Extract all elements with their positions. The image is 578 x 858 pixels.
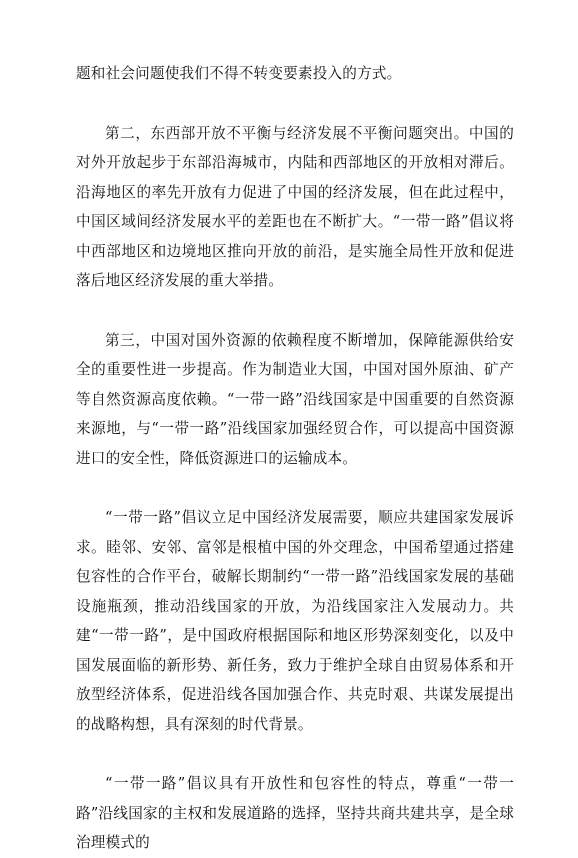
paragraph-second-point: 第二，东西部开放不平衡与经济发展不平衡问题突出。中国的对外开放起步于东部沿海城市，内陆和西部地区的开放相对滞后。沿海地区的率先开放有力促进了中国的经济发展，但在此过程中，中国区域间经济发展水平的差距也在不断扩大。“一带一路”倡议将中西部地区和边境地区推向开放的前沿，是实施全局性开放和促进落后地区经济发展的重大举措。 bbox=[76, 124, 514, 289]
document-page bbox=[76, 59, 514, 858]
paragraph-continuation: 题和社会问题使我们不得不转变要素投入的方式。 bbox=[76, 65, 402, 82]
paragraph-belt-road-features: “一带一路”倡议具有开放性和包容性的特点，尊重“一带一路”沿线国家的主权和发展道路的选择，坚持共商共建共享，是全球治理模式的 bbox=[76, 775, 514, 851]
paragraph-third-point: 第三，中国对国外资源的依赖程度不断增加，保障能源供给安全的重要性进一步提高。作为制造业大国，中国对国外原油、矿产等自然资源高度依赖。“一带一路”沿线国家是中国重要的自然资源来源地，与“一带一路”沿线国家加强经贸合作，可以提高中国资源进口的安全性，降低资源进口的运输成本。 bbox=[76, 331, 514, 467]
paragraph-belt-road-basis: “一带一路”倡议立足中国经济发展需要，顺应共建国家发展诉求。睦邻、安邻、富邻是根植中国的外交理念，中国希望通过搭建包容性的合作平台，破解长期制约“一带一路”沿线国家发展的基础设施瓶颈，推动沿线国家的开放，为沿线国家注入发展动力。共建“一带一路”，是中国政府根据国际和地区形势深刻变化，以及中国发展面临的新形势、新任务，致力于维护全球自由贸易体系和开放型经济体系，促进沿线各国加强合作、共克时艰、共谋发展提出的战略构想，具有深刻的时代背景。 bbox=[76, 509, 514, 733]
